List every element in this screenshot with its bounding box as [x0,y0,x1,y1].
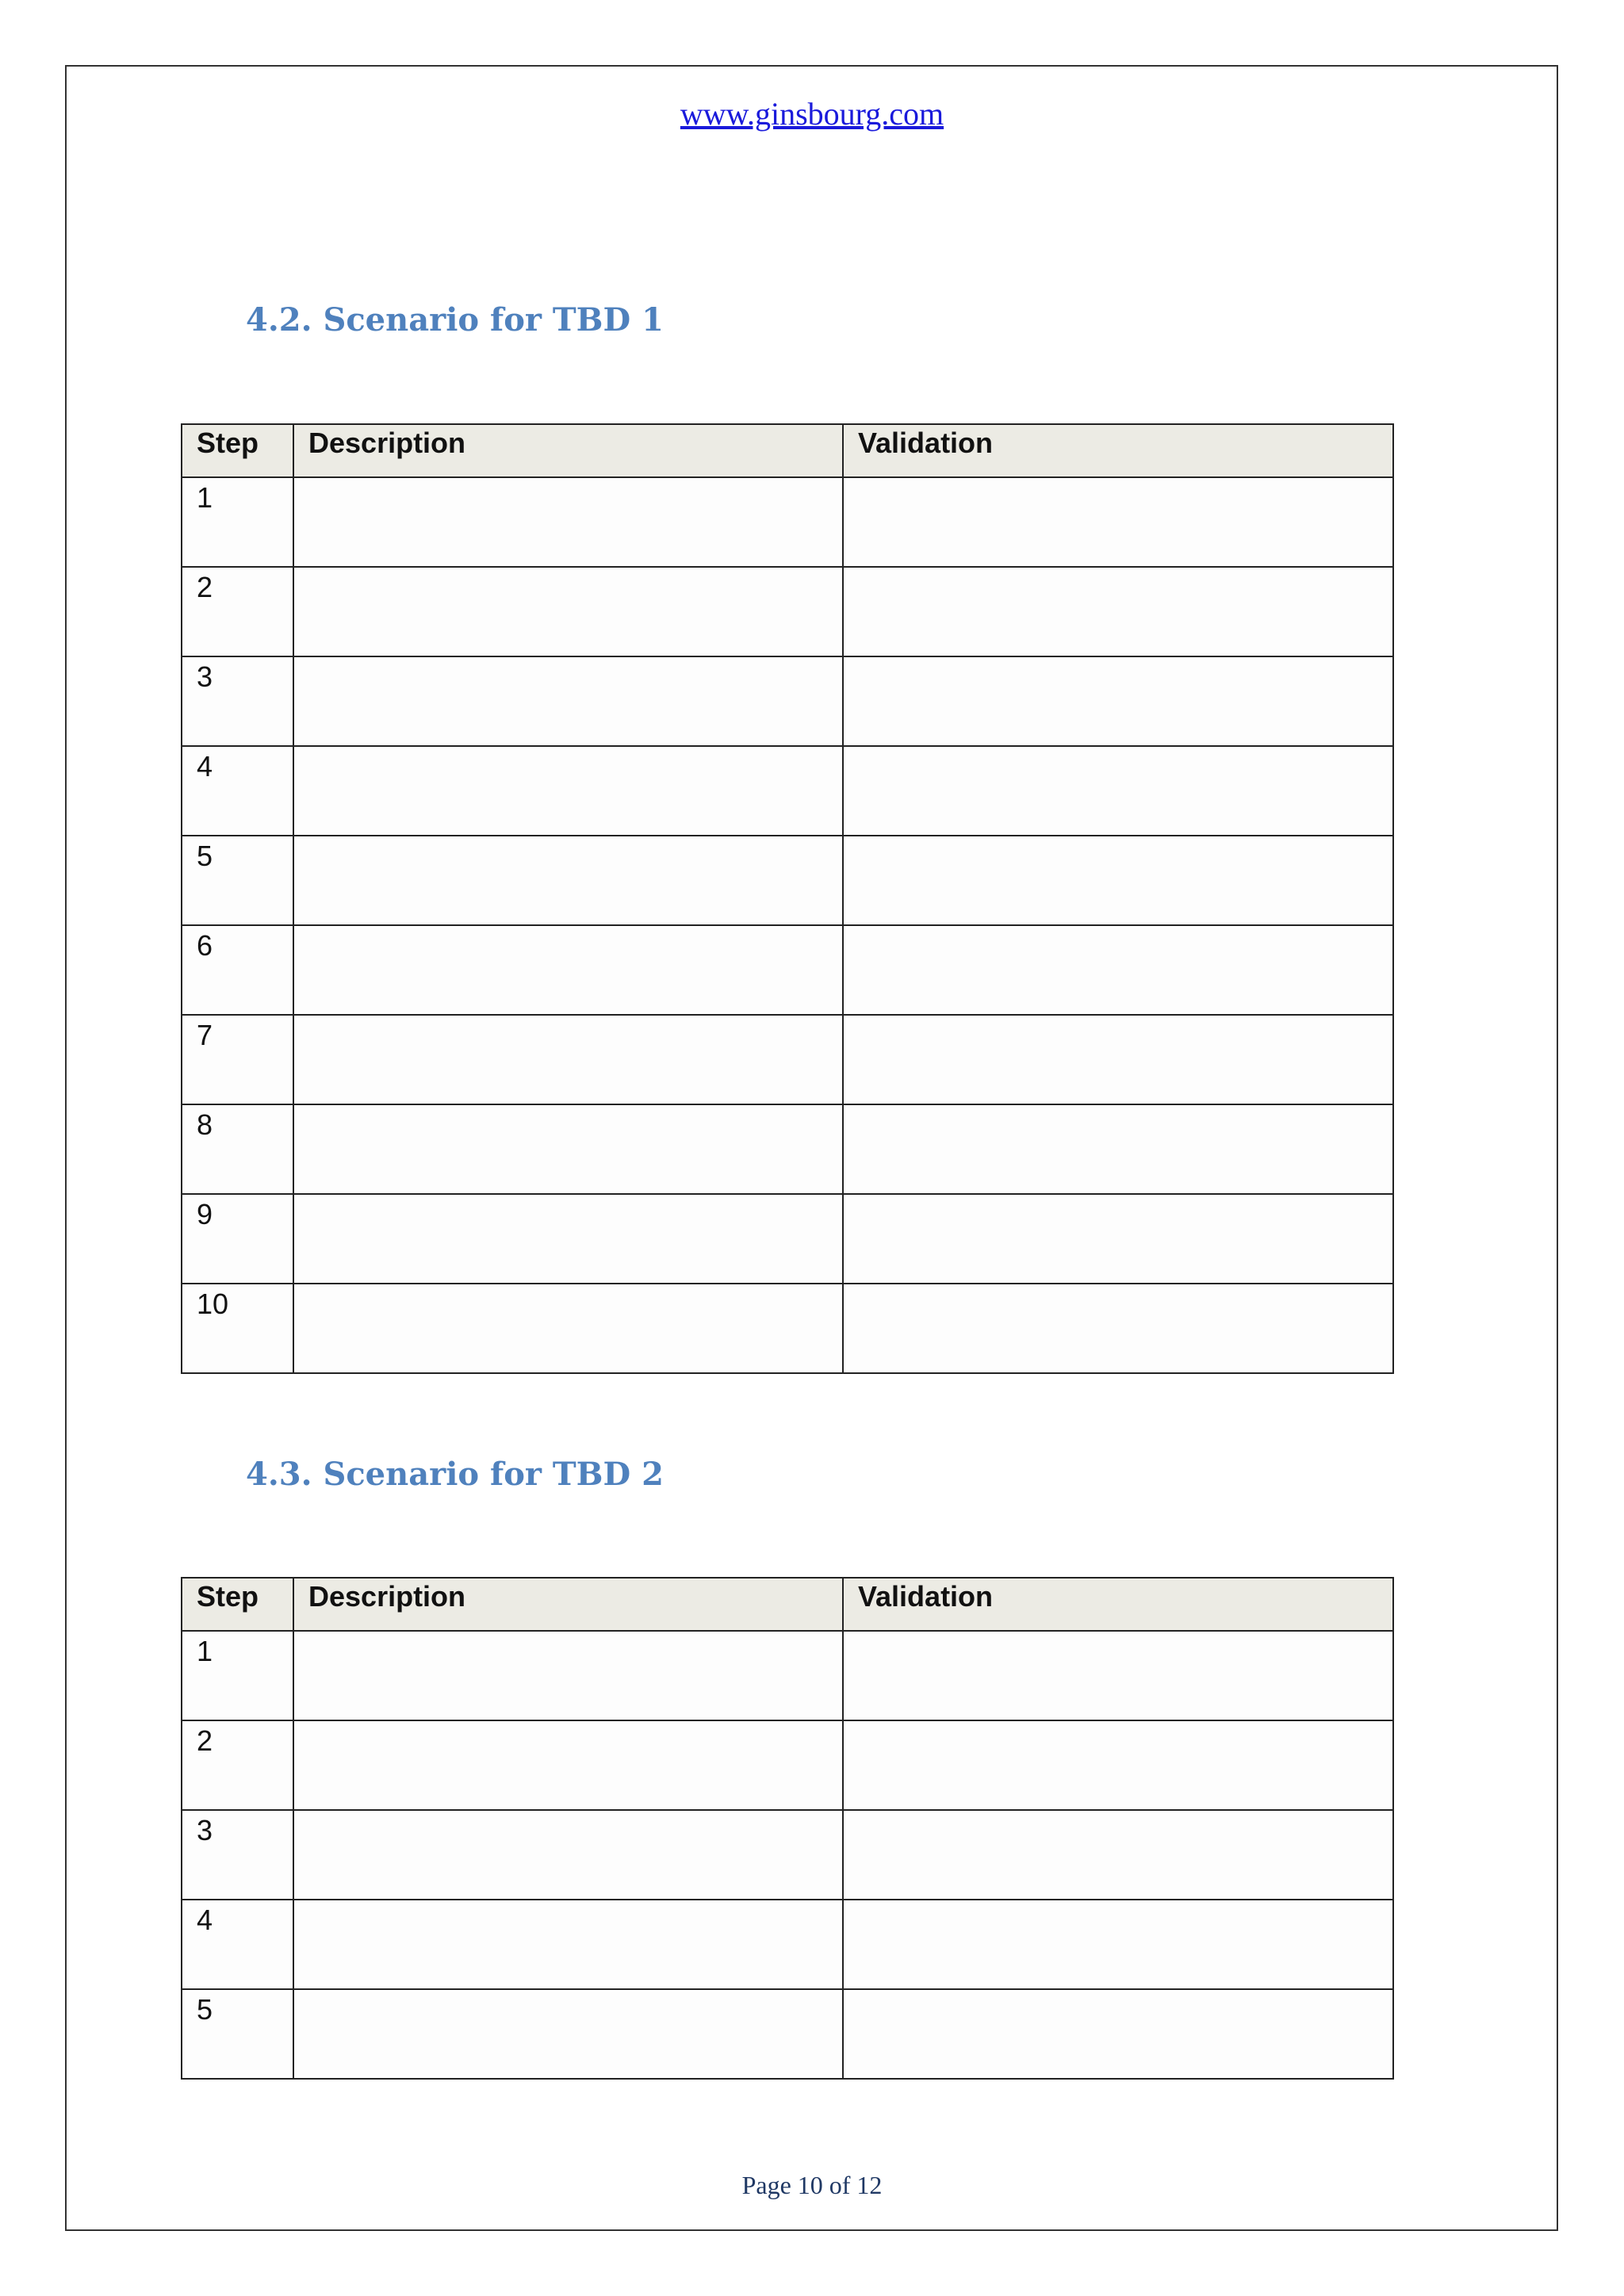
description-cell[interactable] [293,1104,843,1194]
step-cell: 5 [182,1989,293,2079]
step-cell: 8 [182,1104,293,1194]
validation-cell[interactable] [843,1104,1393,1194]
table-header-row [182,1578,1393,1631]
table-row [182,1989,1393,2079]
step-cell: 4 [182,746,293,836]
column-header-description: Description [293,1578,843,1631]
description-cell[interactable] [293,1284,843,1373]
table-row [182,1104,1393,1194]
description-cell[interactable] [293,836,843,925]
description-cell[interactable] [293,656,843,746]
column-header-validation: Validation [843,424,1393,477]
validation-cell[interactable] [843,1194,1393,1284]
step-cell: 1 [182,477,293,567]
validation-cell[interactable] [843,836,1393,925]
step-cell: 9 [182,1194,293,1284]
table-row [182,1631,1393,1720]
description-cell[interactable] [293,1900,843,1989]
table-row [182,567,1393,656]
step-cell: 2 [182,1720,293,1810]
table-row [182,477,1393,567]
step-cell: 4 [182,1900,293,1989]
step-cell: 3 [182,656,293,746]
description-cell[interactable] [293,1989,843,2079]
table-header-row [182,424,1393,477]
section-title-scenario-2: 4.3. Scenario for TBD 2 [246,1456,664,1493]
table-row [182,1194,1393,1284]
description-cell[interactable] [293,1631,843,1720]
section-title-scenario-1: 4.2. Scenario for TBD 1 [246,301,664,339]
table-row [182,1015,1393,1104]
validation-cell[interactable] [843,477,1393,567]
table-row [182,836,1393,925]
description-cell[interactable] [293,1810,843,1900]
description-cell[interactable] [293,1720,843,1810]
validation-cell[interactable] [843,1631,1393,1720]
page-number-footer: Page 10 of 12 [741,2171,883,2199]
validation-cell[interactable] [843,1810,1393,1900]
validation-cell[interactable] [843,1989,1393,2079]
header-website-link[interactable]: www.ginsbourg.com [680,96,944,132]
table-row [182,1284,1393,1373]
validation-cell[interactable] [843,746,1393,836]
column-header-step: Step [182,1578,293,1631]
step-cell: 6 [182,925,293,1015]
step-cell: 2 [182,567,293,656]
description-cell[interactable] [293,1194,843,1284]
validation-cell[interactable] [843,1900,1393,1989]
validation-cell[interactable] [843,1015,1393,1104]
scenario-2-table [181,1577,1394,2080]
description-cell[interactable] [293,1015,843,1104]
table-row [182,925,1393,1015]
validation-cell[interactable] [843,1720,1393,1810]
step-cell: 1 [182,1631,293,1720]
table-row [182,1810,1393,1900]
scenario-1-table [181,423,1394,1374]
column-header-description: Description [293,424,843,477]
validation-cell[interactable] [843,925,1393,1015]
description-cell[interactable] [293,746,843,836]
step-cell: 3 [182,1810,293,1900]
table-row [182,656,1393,746]
description-cell[interactable] [293,925,843,1015]
validation-cell[interactable] [843,656,1393,746]
column-header-validation: Validation [843,1578,1393,1631]
step-cell: 7 [182,1015,293,1104]
table-row [182,1720,1393,1810]
table-row [182,1900,1393,1989]
column-header-step: Step [182,424,293,477]
description-cell[interactable] [293,477,843,567]
step-cell: 10 [182,1284,293,1373]
step-cell: 5 [182,836,293,925]
validation-cell[interactable] [843,567,1393,656]
table-row [182,746,1393,836]
description-cell[interactable] [293,567,843,656]
validation-cell[interactable] [843,1284,1393,1373]
